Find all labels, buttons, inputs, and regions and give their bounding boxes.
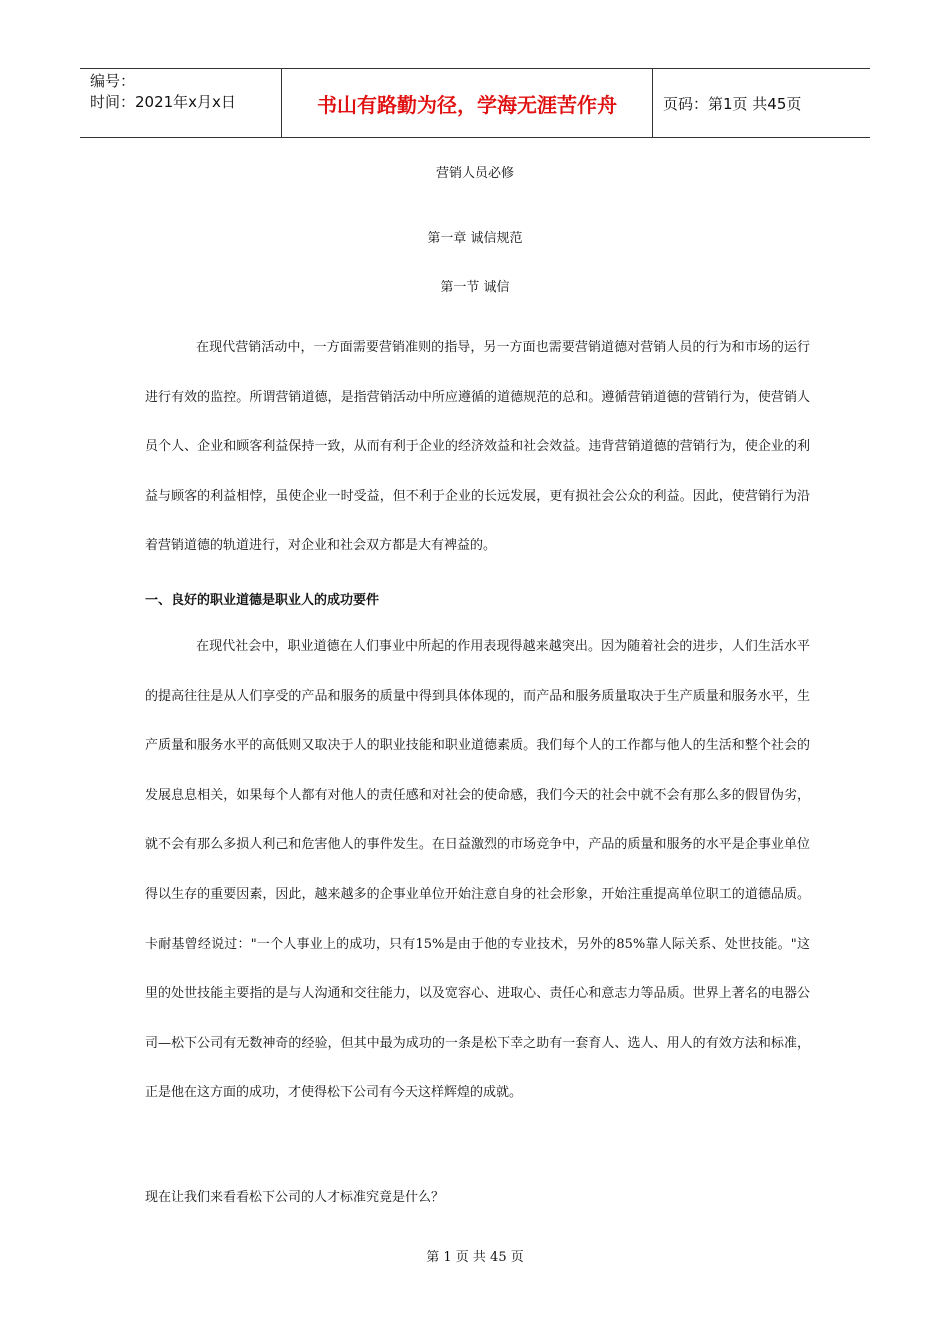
header-motto: 书山有路勤为径，学海无涯苦作舟: [281, 69, 653, 137]
code-label: 编号：: [90, 72, 136, 90]
page-header: [80, 68, 870, 138]
header-meta: [80, 69, 281, 137]
header-page-info: 页码：第1页 共45页: [663, 94, 802, 113]
paragraph-2: 在现代社会中，职业道德在人们事业中所起的作用表现得越来越突出。因为随着社会的进步，人们生活水平的提高往往是从人们享受的产品和服务的质量中得到具体体现的，而产品和服务质量取决于生产质量和服务水平，生产质量和服务水平的高低则又取决于人的职业技能和职业道德素质。我们每个人的工作都与他人的生活和整个社会的发展息息相关，如果每个人都有对他人的责任感和对社会的使命感，我们今天的社会中就不会有那么多的假冒伪劣，就不会有那么多损人利己和危害他人的事件发生。在日益激烈的市场竞争中，产品的质量和服务的水平是企事业单位得以生存的重要因素，因此，越来越多的企事业单位开始注意自身的社会形象，开始注重提高单位职工的道德品质。卡耐基曾经说过："一个人事业上的成功，只有15%是由于他的专业技术，另外的85%靠人际关系、处世技能。"这里的处世技能主要指的是与人沟通和交往能力，以及宽容心、进取心、责任心和意志力等品质。世界上著名的电器公司—松下公司有无数神奇的经验，但其中最为成功的一条是松下幸之助有一套育人、选人、用人的有效方法和标准，正是他在这方面的成功，才使得松下公司有今天这样辉煌的成就。: [145, 639, 810, 1101]
time-label: 时间：2021年x月x日: [90, 93, 236, 111]
closing-line: 现在让我们来看看松下公司的人才标准究竟是什么？: [145, 1190, 445, 1205]
page-footer: 第 1 页 共 45 页: [426, 1250, 524, 1265]
heading-1: 一、良好的职业道德是职业人的成功要件: [145, 593, 380, 608]
document-title: 营销人员必修: [435, 166, 514, 181]
section-title: 第一节 诚信: [440, 280, 510, 295]
chapter-title: 第一章 诚信规范: [427, 231, 523, 246]
paragraph-1: 在现代营销活动中，一方面需要营销准则的指导，另一方面也需要营销道德对营销人员的行为和市场的运行进行有效的监控。所谓营销道德，是指营销活动中所应遵循的道德规范的总和。遵循营销道德的营销行为，使营销人员个人、企业和顾客利益保持一致，从而有利于企业的经济效益和社会效益。违背营销道德的营销行为，使企业的利益与顾客的利益相悖，虽使企业一时受益，但不利于企业的长远发展，更有损社会公众的利益。因此，使营销行为沿着营销道德的轨道进行，对企业和社会双方都是大有裨益的。: [145, 340, 810, 554]
